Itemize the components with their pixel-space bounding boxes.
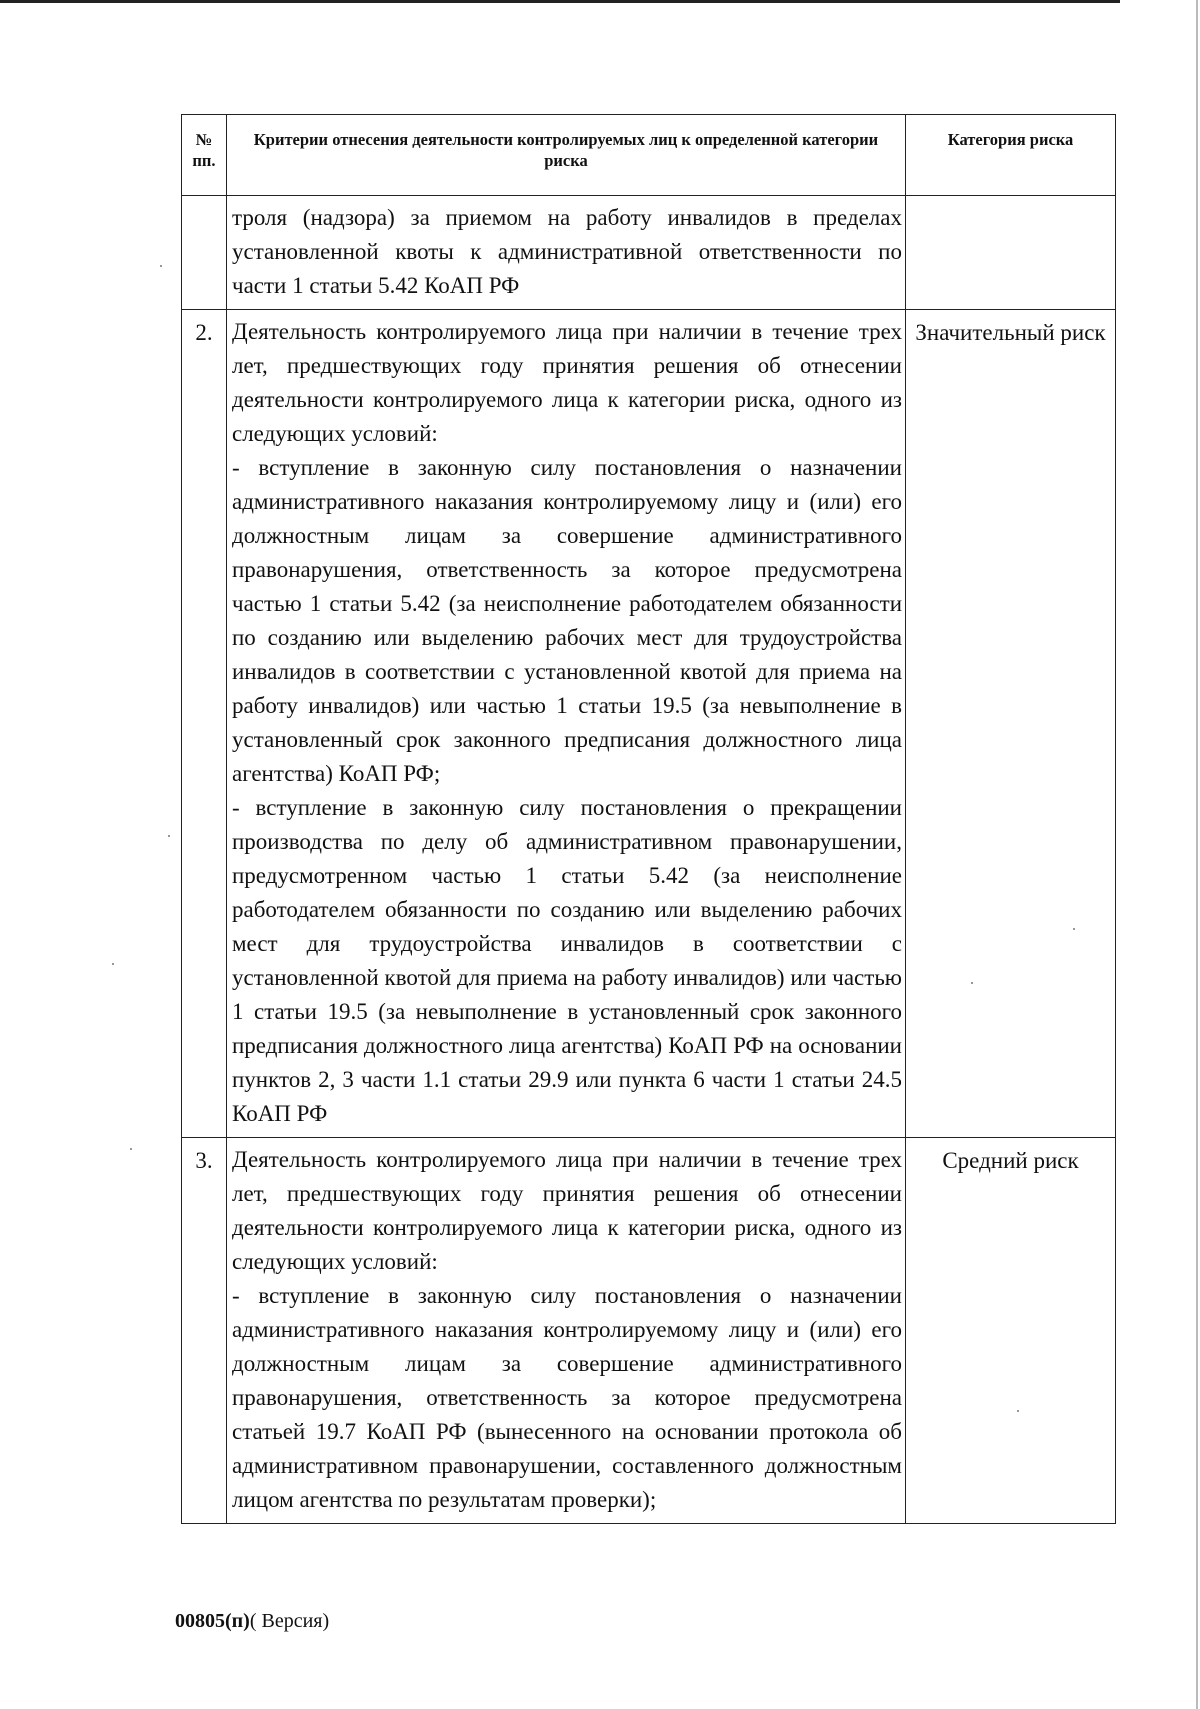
criteria-paragraph: Деятельность контролируемого лица при наличии в течение трех лет, предшествующих году принятия решения об отнесении деятельности контролируемого лица к категории риска, одного из следующих условий: <box>232 1147 902 1274</box>
table-row <box>182 196 1116 310</box>
row-number: 2. <box>182 310 227 1138</box>
header-category: Категория риска <box>906 115 1116 196</box>
document-version: ( Версия) <box>249 1610 330 1632</box>
page-right-edge <box>1196 0 1198 1709</box>
scan-speck <box>112 963 114 965</box>
criteria-paragraph: троля (надзора) за приемом на работу инвалидов в пределах установленной квоты к административной ответственности по части 1 статьи 5.42 КоАП РФ <box>232 205 902 298</box>
criteria-paragraph: - вступление в законную силу постановления о назначении административного наказания контролируемому лицу и (или) его должностным лицам за совершение административного правонарушения, ответственность за которое предусмотрена статьей 19.7 КоАП РФ (вынесенного на основании протокола об административном правонарушении, составленного должностным лицом агентства по результатам проверки); <box>232 1283 902 1512</box>
row-number: 3. <box>182 1138 227 1524</box>
risk-criteria-table <box>181 114 1116 1524</box>
header-number: № пп. <box>182 115 227 196</box>
table-row <box>182 310 1116 1138</box>
page-top-edge <box>0 0 1120 3</box>
row-category: Средний риск <box>906 1138 1116 1524</box>
document-footer <box>175 1608 329 1634</box>
row-category <box>906 196 1116 310</box>
table-row <box>182 1138 1116 1524</box>
criteria-paragraph: - вступление в законную силу постановления о прекращении производства по делу об административном правонарушении, предусмотренном частью 1 статьи 5.42 (за неисполнение работодателем обязанности по созданию или выделению рабочих мест для трудоустройства инвалидов в соответствии с установленной квотой для приема на работу инвалидов) или частью 1 статьи 19.5 (за невыполнение в установленный срок законного предписания должностного лица агентства) КоАП РФ на основании пунктов 2, 3 части 1.1 статьи 29.9 или пункта 6 части 1 статьи 24.5 КоАП РФ <box>232 795 902 1126</box>
scan-speck <box>130 1148 132 1150</box>
criteria-paragraph: - вступление в законную силу постановления о назначении административного наказания контролируемому лицу и (или) его должностным лицам за совершение административного правонарушения, ответственность за которое предусмотрена частью 1 статьи 5.42 (за неисполнение работодателем обязанности по созданию или выделению рабочих мест для трудоустройства инвалидов в соответствии с установленной квотой для приема на работу инвалидов) или частью 1 статьи 19.5 (за невыполнение в установленный срок законного предписания должностного лица агентства) КоАП РФ; <box>232 455 902 786</box>
document-code: 00805(п) <box>175 1610 250 1632</box>
header-criteria: Критерии отнесения деятельности контролируемых лиц к определенной категории риска <box>227 115 906 196</box>
scan-speck <box>168 835 170 837</box>
row-criteria <box>227 1138 906 1524</box>
criteria-paragraph: Деятельность контролируемого лица при наличии в течение трех лет, предшествующих году принятия решения об отнесении деятельности контролируемого лица к категории риска, одного из следующих условий: <box>232 319 902 446</box>
row-criteria <box>227 196 906 310</box>
row-category: Значительный риск <box>906 310 1116 1138</box>
table-header-row <box>182 115 1116 196</box>
row-number <box>182 196 227 310</box>
row-criteria <box>227 310 906 1138</box>
scan-speck <box>160 265 162 267</box>
